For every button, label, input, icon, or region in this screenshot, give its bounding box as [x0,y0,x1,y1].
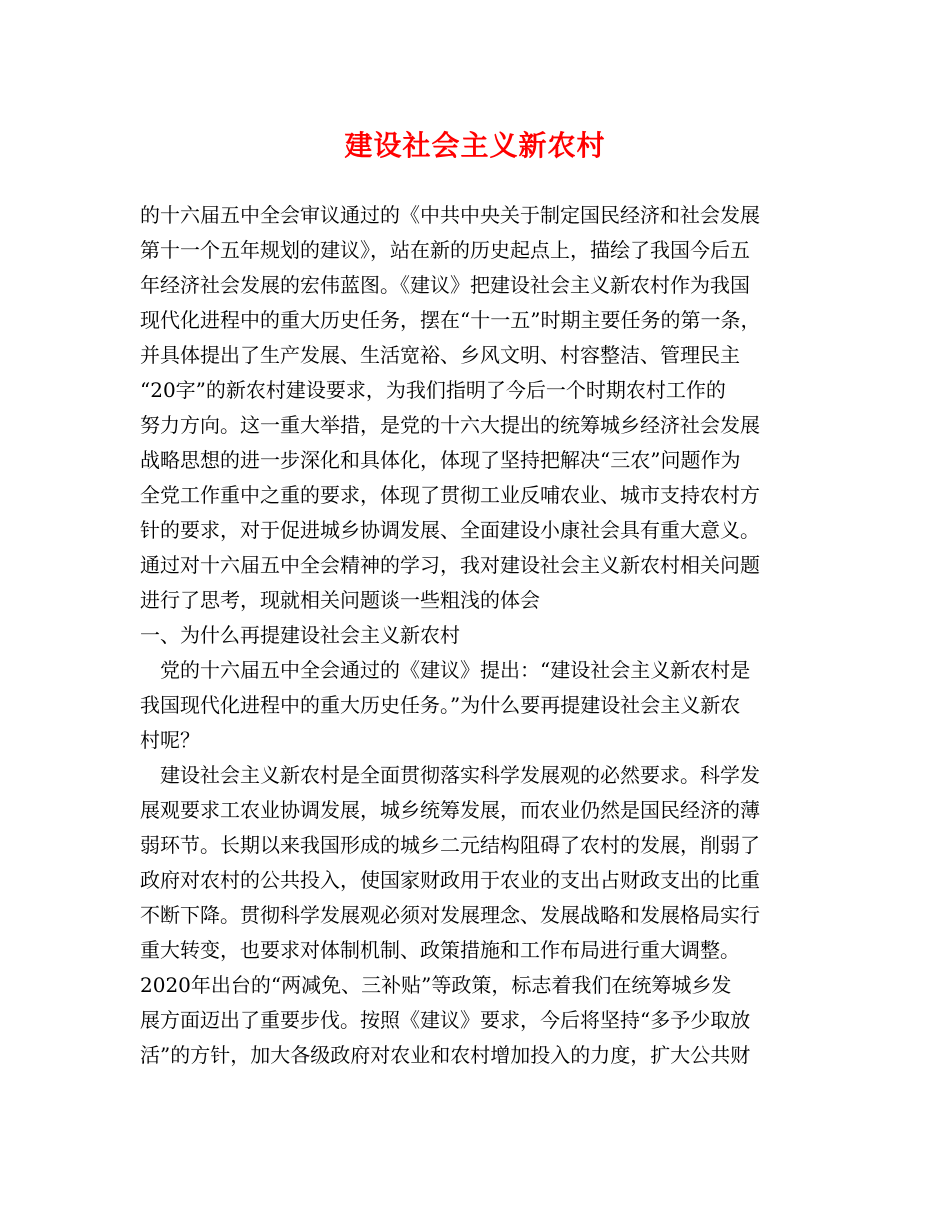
body-line: 年经济社会发展的宏伟蓝图。《建议》把建设社会主义新农村作为我国 [140,273,750,297]
body-line: 不断下降。贯彻科学发展观必须对发展理念、发展战略和发展格局实行 [140,903,760,927]
body-line: 通过对十六届五中全会精神的学习，我对建设社会主义新农村相关问题 [140,553,760,577]
body-line: 全党工作重中之重的要求，体现了贯彻工业反哺农业、城市支持农村方 [140,483,760,507]
body-line: 我国现代化进程中的重大历史任务。”为什么要再提建设社会主义新农 [140,693,741,717]
body-line: 建设社会主义新农村是全面贯彻落实科学发展观的必然要求。科学发 [140,763,760,787]
body-line: 针的要求，对于促进城乡协调发展、全面建设小康社会具有重大意义。 [140,518,760,542]
document-title: 建设社会主义新农村 [344,129,606,162]
body-line: 现代化进程中的重大历史任务，摆在“十一五”时期主要任务的第一条， [140,308,761,332]
document-body [140,198,816,1073]
body-line: 村呢？ [140,728,200,752]
body-line: 努力方向。这一重大举措，是党的十六大提出的统筹城乡经济社会发展 [140,413,760,437]
body-line: 活”的方针，加大各级政府对农业和农村增加投入的力度，扩大公共财 [140,1043,751,1067]
body-line: 的十六届五中全会审议通过的《中共中央关于制定国民经济和社会发展 [140,203,760,227]
body-line: 2020年出台的“两减免、三补贴”等政策，标志着我们在统筹城乡发 [140,973,732,997]
body-line: 重大转变，也要求对体制机制、政策措施和工作布局进行重大调整。 [140,938,740,962]
body-line: 政府对农村的公共投入，使国家财政用于农业的支出占财政支出的比重 [140,868,760,892]
body-line: 第十一个五年规划的建议》，站在新的历史起点上，描绘了我国今后五 [140,238,750,262]
body-line: 展观要求工农业协调发展，城乡统筹发展，而农业仍然是国民经济的薄 [140,798,760,822]
body-line: 战略思想的进一步深化和具体化，体现了坚持把解决“三农”问题作为 [140,448,741,472]
body-line: 弱环节。长期以来我国形成的城乡二元结构阻碍了农村的发展，削弱了 [140,833,760,857]
body-line: 展方面迈出了重要步伐。按照《建议》要求，今后将坚持“多予少取放 [140,1008,751,1032]
body-line: “20字”的新农村建设要求，为我们指明了今后一个时期农村工作的 [140,378,726,402]
section-heading: 一、为什么再提建设社会主义新农村 [140,623,460,647]
body-line: 进行了思考，现就相关问题谈一些粗浅的体会 [140,588,540,612]
body-line: 党的十六届五中全会通过的《建议》提出：“建设社会主义新农村是 [140,658,751,682]
body-line: 并具体提出了生产发展、生活宽裕、乡风文明、村容整洁、管理民主 [140,343,740,367]
